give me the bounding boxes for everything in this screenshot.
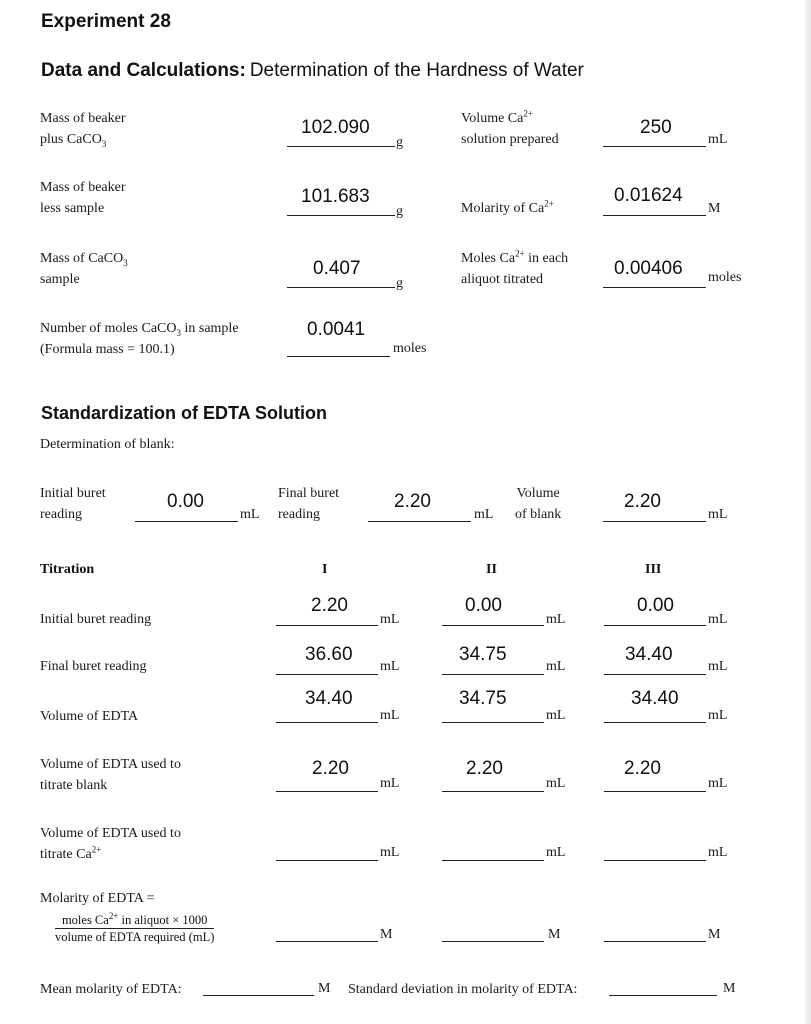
volume-edta-value-2[interactable]: 34.75 xyxy=(459,688,507,709)
mass-beaker-plus-label: Mass of beaker plus CaCO$_3$ xyxy=(40,111,126,149)
molarity-edta-line-3 xyxy=(604,941,706,942)
volume-ca-unit: mL xyxy=(708,132,728,147)
initial-buret-label: Initial buret reading xyxy=(40,612,152,627)
initial-buret-unit-1: mL xyxy=(380,612,400,627)
final-buret-line-2 xyxy=(442,674,544,675)
moles-caco3-label: Number of moles CaCO$_3$ in sample (Formula mass = 100.1) xyxy=(40,321,239,357)
final-buret-line-1 xyxy=(276,674,378,675)
edta-blank-line-1 xyxy=(276,791,378,792)
blank-initial-line xyxy=(135,521,238,522)
mass-beaker-plus-unit: g xyxy=(396,135,403,150)
std-dev-line xyxy=(609,995,717,996)
volume-edta-unit-2: mL xyxy=(546,708,566,723)
section-heading xyxy=(41,60,584,82)
initial-buret-value-1[interactable]: 2.20 xyxy=(311,595,348,616)
blank-volume-value[interactable]: 2.20 xyxy=(624,491,661,512)
mean-molarity-label: Mean molarity of EDTA: xyxy=(40,982,182,997)
edta-blank-unit-2: mL xyxy=(546,776,566,791)
moles-caco3-line xyxy=(287,356,390,357)
mass-caco3-line xyxy=(287,287,395,288)
volume-edta-line-1 xyxy=(276,722,378,723)
volume-edta-label: Volume of EDTA xyxy=(40,709,139,724)
mass-caco3-value[interactable]: 0.407 xyxy=(313,258,361,279)
blank-initial-unit: mL xyxy=(240,507,260,522)
blank-final-unit: mL xyxy=(474,507,494,522)
edta-blank-value-1[interactable]: 2.20 xyxy=(312,758,349,779)
molarity-edta-unit-2: M xyxy=(548,927,561,942)
initial-buret-unit-3: mL xyxy=(708,612,728,627)
blank-final-label: Final buret reading xyxy=(278,486,340,522)
mass-caco3-unit: g xyxy=(396,276,403,291)
volume-edta-line-2 xyxy=(442,722,544,723)
mean-molarity-line xyxy=(203,995,314,996)
edta-blank-unit-3: mL xyxy=(708,776,728,791)
edta-blank-line-3 xyxy=(604,791,706,792)
volume-edta-unit-1: mL xyxy=(380,708,400,723)
blank-volume-unit: mL xyxy=(708,507,728,522)
edta-ca-unit-3: mL xyxy=(708,845,728,860)
moles-ca-aliquot-label: Moles $Ca^{2+}$ in each aliquot titrated xyxy=(461,248,569,287)
edta-blank-value-3[interactable]: 2.20 xyxy=(624,758,661,779)
mass-beaker-plus-value[interactable]: 102.090 xyxy=(301,117,370,138)
volume-ca-line xyxy=(603,146,706,147)
blank-volume-label: Volume of blank xyxy=(515,486,562,522)
mass-beaker-less-value[interactable]: 101.683 xyxy=(301,186,370,207)
moles-caco3-value[interactable]: 0.0041 xyxy=(307,319,366,340)
molarity-ca-label: Molarity of $Ca^{2+}$ xyxy=(461,198,554,216)
blank-volume-line xyxy=(603,521,706,522)
column-header-2: II xyxy=(486,562,497,577)
molarity-ca-unit: M xyxy=(708,201,721,216)
edta-blank-label: Volume of EDTA used to titrate blank xyxy=(40,757,181,793)
experiment-title: Experiment 28 xyxy=(41,11,171,32)
moles-ca-aliquot-line xyxy=(603,287,706,288)
mass-beaker-plus-line xyxy=(287,146,395,147)
initial-buret-line-2 xyxy=(442,625,544,626)
std-dev-unit: M xyxy=(723,981,736,996)
edta-ca-unit-1: mL xyxy=(380,845,400,860)
final-buret-unit-2: mL xyxy=(546,659,566,674)
formula-denominator: volume of EDTA required (mL) xyxy=(55,930,215,944)
final-buret-unit-1: mL xyxy=(380,659,400,674)
formula-numerator: moles $Ca^{2+}$ in aliquot × 1000 xyxy=(55,912,214,929)
column-header-3: III xyxy=(645,562,662,577)
volume-ca-value[interactable]: 250 xyxy=(640,117,672,138)
mass-beaker-less-unit: g xyxy=(396,204,403,219)
page-edge xyxy=(805,0,811,1024)
initial-buret-line-1 xyxy=(276,625,378,626)
volume-ca-label: Volume $Ca^{2+}$ solution prepared xyxy=(461,108,559,147)
edta-blank-line-2 xyxy=(442,791,544,792)
initial-buret-unit-2: mL xyxy=(546,612,566,627)
moles-ca-aliquot-value[interactable]: 0.00406 xyxy=(614,258,683,279)
edta-ca-label: Volume of EDTA used to titrate $Ca^{2+}$ xyxy=(40,826,181,862)
edta-ca-unit-2: mL xyxy=(546,845,566,860)
moles-caco3-unit: moles xyxy=(393,341,427,356)
final-buret-value-1[interactable]: 36.60 xyxy=(305,644,353,665)
volume-edta-unit-3: mL xyxy=(708,708,728,723)
column-header-1: I xyxy=(322,562,328,577)
edta-ca-line-1 xyxy=(276,860,378,861)
molarity-edta-unit-3: M xyxy=(708,927,721,942)
molarity-edta-unit-1: M xyxy=(380,927,393,942)
molarity-edta-line-2 xyxy=(442,941,544,942)
section-heading-rest: Determination of the Hardness of Water xyxy=(249,60,584,81)
edta-ca-line-3 xyxy=(604,860,706,861)
mass-caco3-label: Mass of CaCO$_3$ sample xyxy=(40,251,128,287)
initial-buret-value-3[interactable]: 0.00 xyxy=(637,595,674,616)
blank-final-line xyxy=(368,521,471,522)
titration-heading: Titration xyxy=(40,562,95,577)
edta-blank-value-2[interactable]: 2.20 xyxy=(466,758,503,779)
molarity-ca-line xyxy=(603,215,706,216)
molarity-ca-value[interactable]: 0.01624 xyxy=(614,185,683,206)
blank-initial-label: Initial buret reading xyxy=(40,486,106,522)
final-buret-line-3 xyxy=(604,674,706,675)
std-dev-label: Standard deviation in molarity of EDTA: xyxy=(348,982,578,997)
mass-beaker-less-label: Mass of beaker less sample xyxy=(40,180,126,216)
standardization-title: Standardization of EDTA Solution xyxy=(41,403,327,423)
final-buret-value-3[interactable]: 34.40 xyxy=(625,644,673,665)
final-buret-value-2[interactable]: 34.75 xyxy=(459,644,507,665)
volume-edta-value-3[interactable]: 34.40 xyxy=(631,688,679,709)
molarity-formula xyxy=(55,912,214,946)
blank-determination-label: Determination of blank: xyxy=(40,437,175,452)
molarity-edta-label: Molarity of EDTA = xyxy=(40,891,155,906)
initial-buret-line-3 xyxy=(604,625,706,626)
volume-edta-value-1[interactable]: 34.40 xyxy=(305,688,353,709)
blank-initial-value[interactable]: 0.00 xyxy=(167,491,204,512)
volume-edta-line-3 xyxy=(604,722,706,723)
section-heading-bold: Data and Calculations: xyxy=(41,60,246,81)
molarity-edta-line-1 xyxy=(276,941,378,942)
mean-molarity-unit: M xyxy=(318,981,331,996)
mass-beaker-less-line xyxy=(287,215,395,216)
final-buret-unit-3: mL xyxy=(708,659,728,674)
edta-blank-unit-1: mL xyxy=(380,776,400,791)
initial-buret-value-2[interactable]: 0.00 xyxy=(465,595,502,616)
final-buret-label: Final buret reading xyxy=(40,659,147,674)
blank-final-value[interactable]: 2.20 xyxy=(394,491,431,512)
moles-ca-aliquot-unit: moles xyxy=(708,270,742,285)
edta-ca-line-2 xyxy=(442,860,544,861)
